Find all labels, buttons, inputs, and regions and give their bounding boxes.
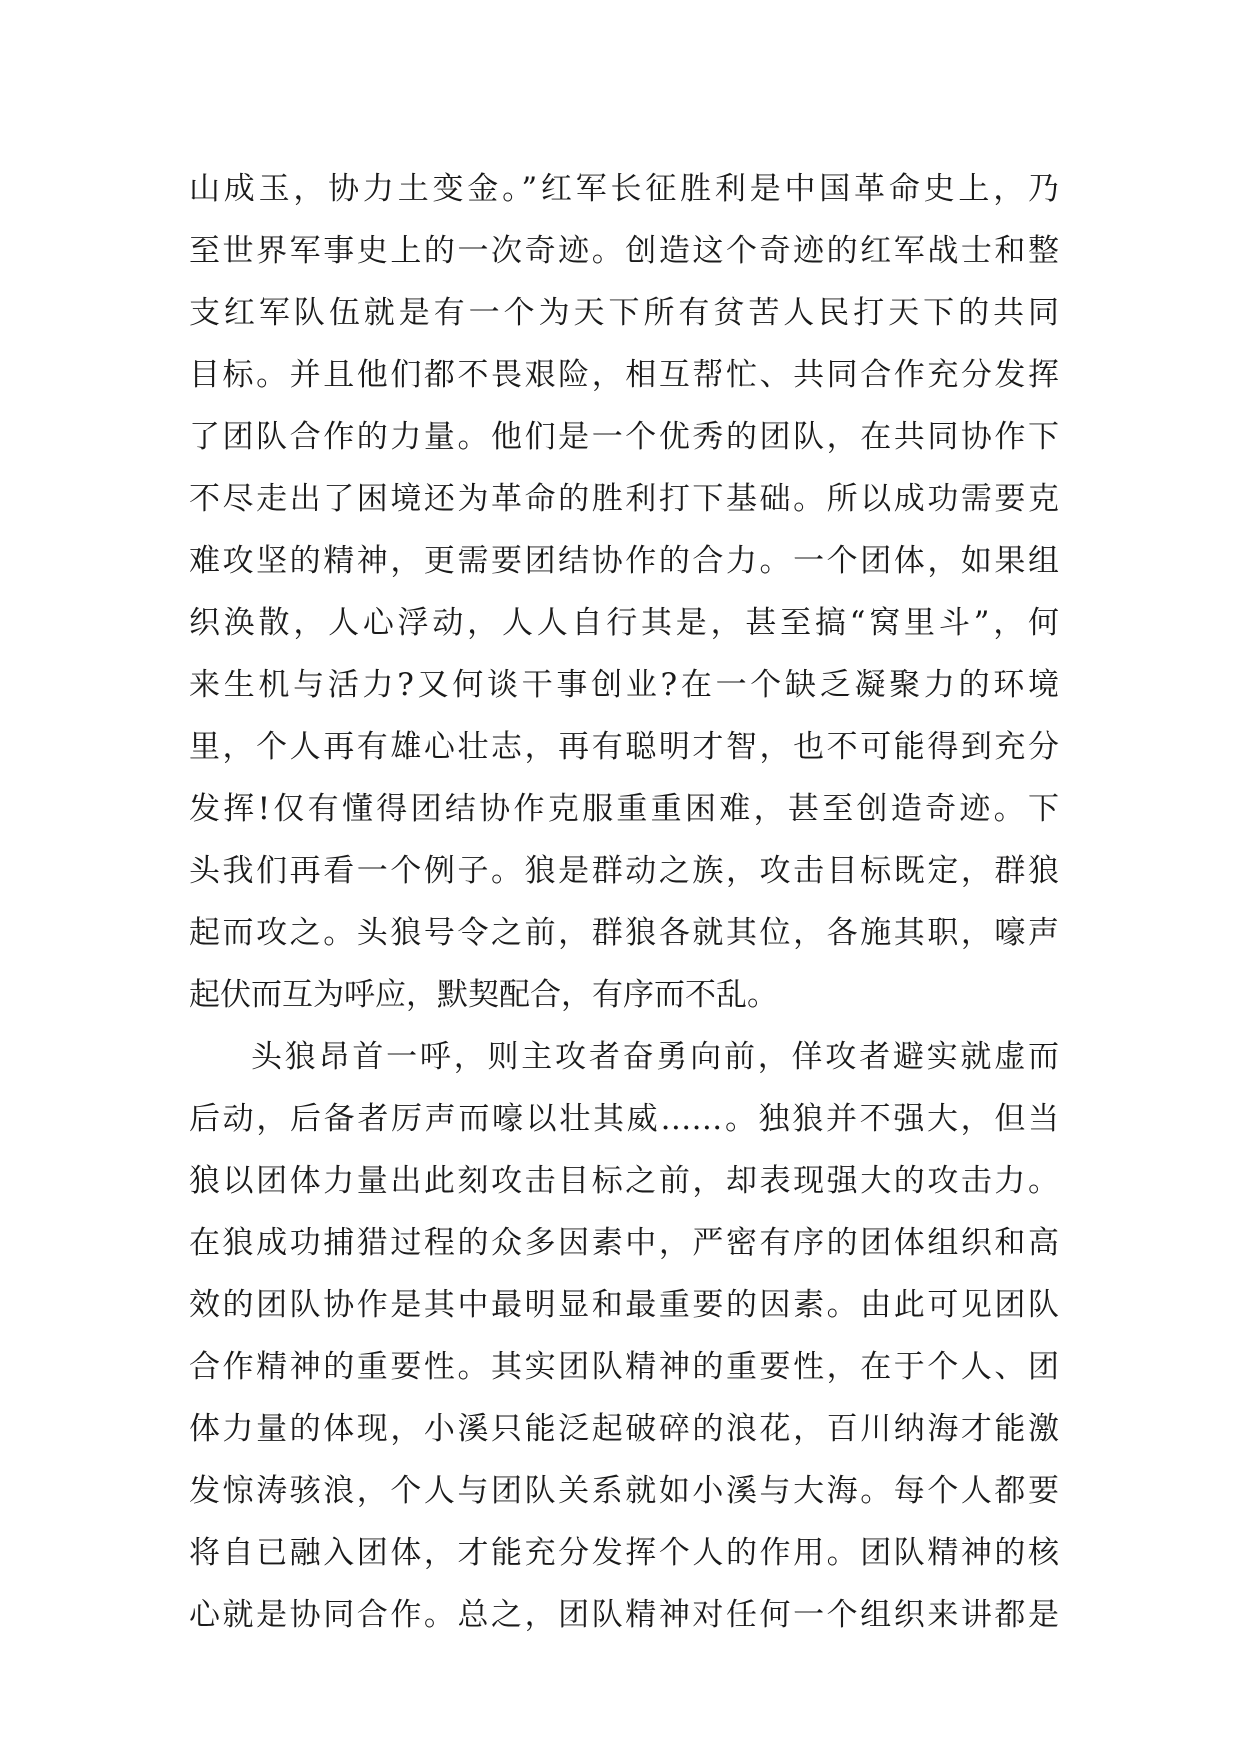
text-line: 起而攻之。头狼号令之前，群狼各就其位，各施其职，嚎声 — [189, 915, 1059, 951]
text-line: 狼以团体力量出此刻攻击目标之前，却表现强大的攻击力。 — [189, 1163, 1059, 1199]
text-line: 至世界军事史上的一次奇迹。创造这个奇迹的红军战士和整 — [189, 233, 1059, 269]
text-line: 将自已融入团体，才能充分发挥个人的作用。团队精神的核 — [189, 1535, 1059, 1571]
text-line: 后动，后备者厉声而嚎以壮其威……。独狼并不强大，但当 — [189, 1101, 1059, 1137]
text-line: 难攻坚的精神，更需要团结协作的合力。一个团体，如果组 — [189, 543, 1059, 579]
text-line: 发惊涛骇浪，个人与团队关系就如小溪与大海。每个人都要 — [189, 1473, 1059, 1509]
text-line: 在狼成功捕猎过程的众多因素中，严密有序的团体组织和高 — [189, 1225, 1059, 1261]
text-line: 头我们再看一个例子。狼是群动之族，攻击目标既定，群狼 — [189, 853, 1059, 889]
body-text — [189, 158, 1059, 1646]
text-line: 不尽走出了困境还为革命的胜利打下基础。所以成功需要克 — [189, 481, 1059, 517]
paragraph-2 — [189, 1026, 1059, 1646]
text-line: 效的团队协作是其中最明显和最重要的因素。由此可见团队 — [189, 1287, 1059, 1323]
text-line: 头狼昂首一呼，则主攻者奋勇向前，佯攻者避实就虚而 — [251, 1039, 1059, 1075]
text-line: 心就是协同合作。总之，团队精神对任何一个组织来讲都是 — [189, 1597, 1059, 1633]
text-line: 发挥!仅有懂得团结协作克服重重困难，甚至创造奇迹。下 — [189, 791, 1059, 827]
text-line: 织涣散，人心浮动，人人自行其是，甚至搞“窝里斗”，何 — [189, 605, 1059, 641]
text-line: 里，个人再有雄心壮志，再有聪明才智，也不可能得到充分 — [189, 729, 1059, 765]
text-line: 了团队合作的力量。他们是一个优秀的团队，在共同协作下 — [189, 419, 1059, 455]
text-line: 合作精神的重要性。其实团队精神的重要性，在于个人、团 — [189, 1349, 1059, 1385]
text-line: 起伏而互为呼应，默契配合，有序而不乱。 — [189, 977, 778, 1013]
paragraph-1 — [189, 158, 1059, 1026]
text-line: 体力量的体现，小溪只能泛起破碎的浪花，百川纳海才能激 — [189, 1411, 1059, 1447]
text-line: 目标。并且他们都不畏艰险，相互帮忙、共同合作充分发挥 — [189, 357, 1059, 393]
text-line: 来生机与活力?又何谈干事创业?在一个缺乏凝聚力的环境 — [189, 667, 1059, 703]
text-line: 支红军队伍就是有一个为天下所有贫苦人民打天下的共同 — [189, 295, 1059, 331]
text-line: 山成玉，协力土变金。”红军长征胜利是中国革命史上，乃 — [189, 171, 1059, 207]
